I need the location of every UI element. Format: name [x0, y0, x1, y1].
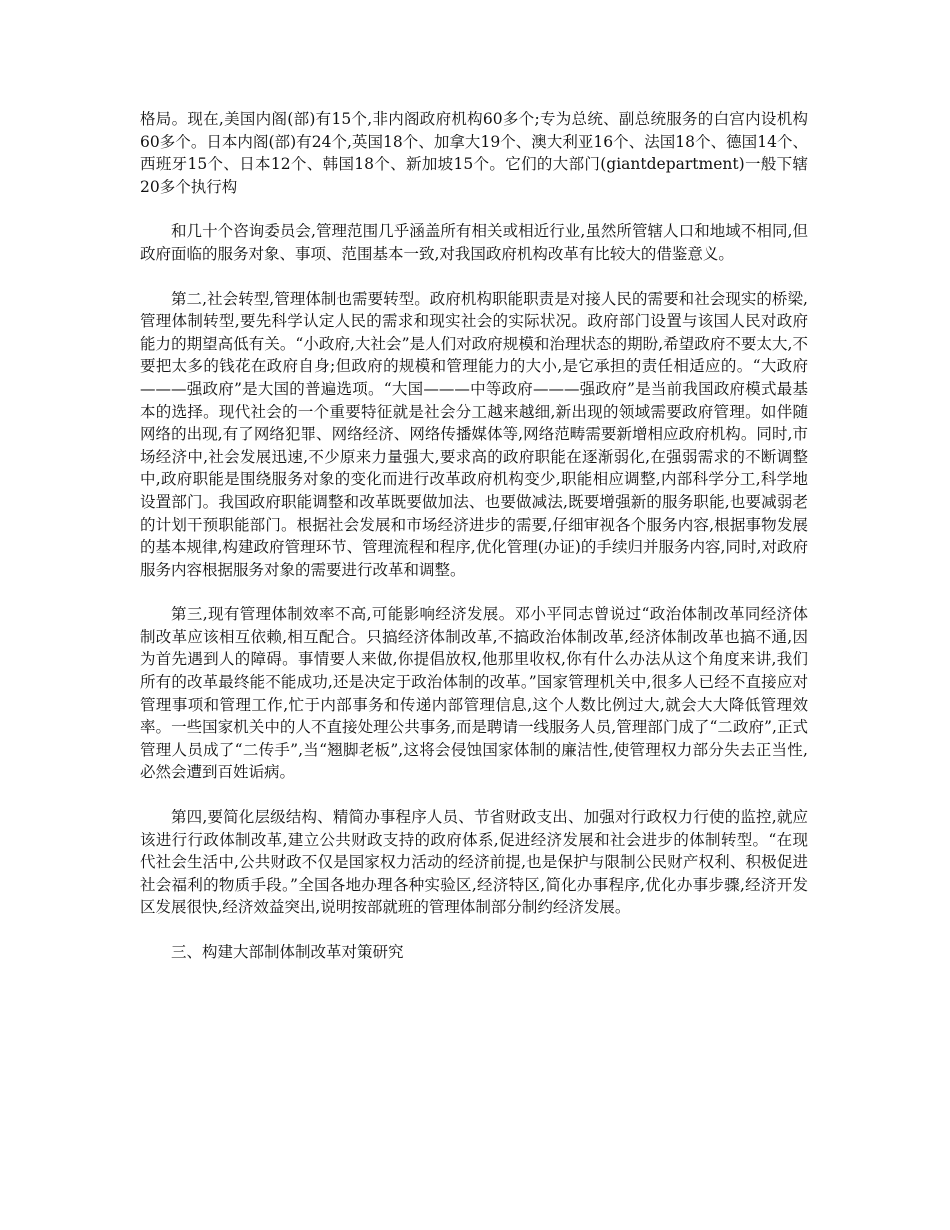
document-page	[140, 108, 808, 964]
section-heading: 三、构建大部制体制改革对策研究	[171, 943, 404, 961]
paragraph-advisory-committees: 和几十个咨询委员会,管理范围几乎涵盖所有相关或相近行业,虽然所管辖人口和地域不相同,但政府面临的服务对象、事项、范围基本一致,对我国政府机构改革有比较大的借鉴意义。	[140, 222, 808, 263]
paragraph-fourth-point: 第四,要简化层级结构、精简办事程序人员、节省财政支出、加强对行政权力行使的监控,就应该进行行政体制改革,建立公共财政支持的政府体系,促进经济发展和社会进步的体制转型。“在现代社会生活中,公共财政不仅是国家权力活动的经济前提,也是保护与限制公民财产权利、积极促进社会福利的物质手段。”全国各地办理各种实验区,经济特区,简化办事程序,优化办事步骤,经济开发区发展很快,经济效益突出,说明按部就班的管理体制部分制约经济发展。	[140, 808, 808, 917]
paragraph-continuation: 格局。现在,美国内阁(部)有15个,非内阁政府机构60多个;专为总统、副总统服务的白宫内设机构60多个。日本内阁(部)有24个,英国18个、加拿大19个、澳大利亚16个、法国18个、德国14个、西班牙15个、日本12个、韩国18个、新加坡15个。它们的大部门(giantdepartment)一般下辖20多个执行构	[140, 110, 808, 196]
paragraph-second-point: 第二,社会转型,管理体制也需要转型。政府机构职能职责是对接人民的需要和社会现实的桥梁,管理体制转型,要先科学认定人民的需求和现实社会的实际状况。政府部门设置与该国人民对政府能力的期望高低有关。“小政府,大社会”是人们对政府规模和治理状态的期盼,希望政府不要太大,不要把太多的钱花在政府自身;但政府的规模和管理能力的大小,是它承担的责任相适应的。“大政府———强政府”是大国的普遍选项。“大国———中等政府———强政府”是当前我国政府模式最基本的选择。现代社会的一个重要特征就是社会分工越来越细,新出现的领域需要政府管理。如伴随网络的出现,有了网络犯罪、网络经济、网络传播媒体等,网络范畴需要新增相应政府机构。同时,市场经济中,社会发展迅速,不少原来力量强大,要求高的政府职能在逐渐弱化,在强弱需求的不断调整中,政府职能是围绕服务对象的变化而进行改革政府机构变少,职能相应调整,内部科学分工,科学地设置部门。我国政府职能调整和改革既要做加法、也要做减法,既要增强新的服务职能,也要减弱老的计划干预职能部门。根据社会发展和市场经济进步的需要,仔细审视各个服务内容,根据事物发展的基本规律,构建政府管理环节、管理流程和程序,优化管理(办证)的手续归并服务内容,同时,对政府服务内容根据服务对象的需要进行改革和调整。	[140, 289, 808, 579]
paragraph-third-point: 第三,现有管理体制效率不高,可能影响经济发展。邓小平同志曾说过“政治体制改革同经济体制改革应该相互依赖,相互配合。只搞经济体制改革,不搞政治体制改革,经济体制改革也搞不通,因为首先遇到人的障碍。事情要人来做,你提倡放权,他那里收权,你有什么办法从这个角度来讲,我们所有的改革最终能不能成功,还是决定于政治体制的改革。”国家管理机关中,很多人已经不直接应对管理事项和管理工作,忙于内部事务和传递内部管理信息,这个人数比例过大,就会大大降低管理效率。一些国家机关中的人不直接处理公共事务,而是聘请一线服务人员,管理部门成了“二政府”,正式管理人员成了“二传手”,当“翘脚老板”,这将会侵蚀国家体制的廉洁性,使管理权力部分失去正当性,必然会遭到百姓诟病。	[140, 605, 809, 782]
